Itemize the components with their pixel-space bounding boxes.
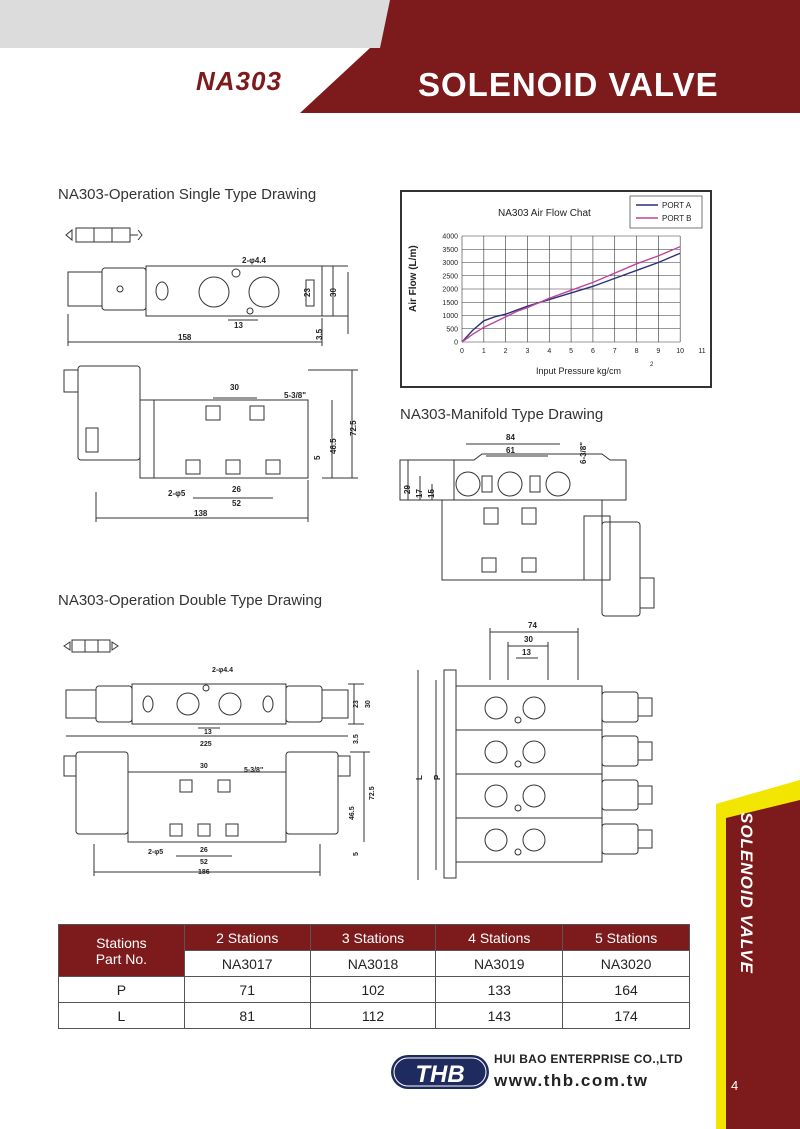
thb-logo [390, 1052, 490, 1092]
double-dim-30b: 30 [200, 763, 208, 770]
manifold-dim-30: 30 [524, 635, 533, 644]
double-dim-5: 5 [353, 852, 360, 856]
chart-y-tick-label: 4000 [442, 233, 458, 241]
chart-y-tick-label: 1500 [442, 299, 458, 307]
side-tab-label: SOLENOID VALVE [737, 812, 756, 974]
chart-y-tick-label: 3500 [442, 246, 458, 254]
table-row-label: L [59, 1003, 185, 1029]
double-dim-186: 186 [198, 869, 210, 876]
single-dim-hole: 2-φ4.4 [242, 256, 266, 265]
double-dim-225: 225 [200, 741, 212, 748]
double-dim-port: 5-3/8" [244, 767, 264, 774]
table-cell: 143 [436, 1003, 563, 1029]
air-flow-chart [400, 190, 712, 388]
double-dim-3-5: 3.5 [353, 734, 360, 744]
double-dim-13: 13 [204, 729, 212, 736]
table-cell: 133 [436, 977, 563, 1003]
table-station: 5 Stations [563, 925, 690, 951]
single-drawing-title: NA303-Operation Single Type Drawing [58, 186, 317, 203]
double-front-view [64, 752, 370, 876]
table-station: 4 Stations [436, 925, 563, 951]
manifold-end-view-labels [398, 428, 680, 528]
chart-y-tick-label: 0 [454, 339, 458, 347]
double-dim-72-5: 72.5 [369, 786, 376, 800]
chart-y-tick-label: 500 [446, 326, 458, 334]
table-station: 3 Stations [310, 925, 436, 951]
table-part-no: NA3019 [436, 951, 563, 977]
single-dim-30b: 30 [230, 383, 239, 392]
table-part-no: NA3017 [184, 951, 310, 977]
manifold-station-view [408, 620, 684, 886]
table-header-label: Stations Part No. [59, 925, 185, 977]
chart-x-tick-label: 1 [481, 348, 486, 355]
table-cell: 174 [563, 1003, 690, 1029]
table-cell: 112 [310, 1003, 436, 1029]
single-dim-72-5: 72.5 [349, 420, 358, 436]
manifold-dim-17: 17 [415, 489, 424, 498]
table-part-no: NA3020 [563, 951, 690, 977]
table-cell: 102 [310, 977, 436, 1003]
single-dim-3-5: 3.5 [315, 328, 324, 340]
single-dim-hole2: 2-φ5 [168, 489, 186, 498]
single-top-view [68, 266, 348, 346]
manifold-dim-L: L [415, 775, 424, 780]
air-flow-chart-svg [402, 192, 710, 386]
double-dim-30: 30 [365, 700, 372, 708]
chart-x-tick-label: 5 [569, 348, 574, 355]
double-top-view [66, 684, 364, 736]
single-front-view [64, 366, 358, 522]
single-dim-5: 5 [313, 455, 322, 460]
page-number: 4 [731, 1078, 739, 1093]
table-part-no: NA3018 [310, 951, 436, 977]
chart-x-tick-label: 4 [547, 348, 552, 355]
manifold-drawing-title: NA303-Manifold Type Drawing [400, 406, 604, 423]
manifold-stations [456, 686, 602, 862]
manifold-dim-74: 74 [528, 621, 537, 630]
product-code: NA303 [196, 66, 282, 96]
logo-text: THB [415, 1061, 465, 1088]
single-dim-23: 23 [303, 288, 312, 297]
single-dim-26: 26 [232, 485, 241, 494]
double-drawing-title: NA303-Operation Double Type Drawing [58, 592, 323, 609]
table-row [59, 977, 690, 1003]
double-dim-46-5: 46.5 [349, 806, 356, 820]
chart-x-tick-label: 3 [525, 348, 530, 355]
chart-x-tick-label: 2 [503, 348, 508, 355]
double-type-drawing [58, 634, 378, 880]
manifold-dim-13: 13 [522, 648, 531, 657]
chart-x-tick-label: 9 [656, 348, 661, 355]
chart-x-tick-label: 10 [676, 348, 685, 355]
manifold-dim-P: P [433, 774, 442, 780]
chart-x-tick-label: 7 [612, 348, 617, 355]
chart-x-tick-label: 8 [634, 348, 639, 355]
pneumatic-symbol [66, 228, 142, 242]
single-type-drawing [58, 222, 378, 522]
legend-port-b: PORT B [662, 214, 692, 223]
chart-y-tick-label: 2500 [442, 273, 458, 281]
double-dim-52: 52 [200, 859, 208, 866]
double-dim-hole2: 2-φ5 [148, 849, 164, 856]
double-dim-hole: 2-φ4.4 [212, 667, 233, 674]
chart-ylabel: Air Flow (L/m) [408, 245, 419, 312]
single-dim-port: 5-3/8" [284, 391, 307, 400]
table-station: 2 Stations [184, 925, 310, 951]
single-dim-158: 158 [178, 333, 192, 342]
single-dim-52: 52 [232, 499, 241, 508]
chart-y-tick-label: 3000 [442, 260, 458, 267]
double-pneumatic-symbol [64, 640, 118, 652]
single-dim-13: 13 [234, 321, 243, 330]
spec-table [58, 924, 690, 1029]
page-title: SOLENOID VALVE [418, 66, 719, 103]
chart-title: NA303 Air Flow Chat [498, 208, 591, 219]
chart-x-tick-label: 6 [590, 348, 595, 355]
chart-x-tick-label: 0 [460, 348, 464, 355]
chart-y-tick-label: 1000 [442, 313, 458, 320]
double-dim-26: 26 [200, 847, 208, 854]
table-cell: 81 [184, 1003, 310, 1029]
table-cell: 71 [184, 977, 310, 1003]
manifold-dim-84: 84 [506, 433, 515, 442]
chart-y-tick-label: 2000 [442, 286, 458, 294]
manifold-dim-port: 6-3/8" [579, 441, 588, 464]
table-cell: 164 [563, 977, 690, 1003]
legend-port-a: PORT A [662, 201, 692, 210]
chart-xlabel-sup: 2 [650, 362, 654, 368]
single-dim-46-5: 46.5 [329, 438, 338, 454]
double-dim-23: 23 [353, 700, 360, 708]
website-link[interactable]: www.thb.com.tw [494, 1071, 649, 1090]
chart-legend [630, 196, 702, 228]
single-dim-138: 138 [194, 509, 208, 518]
single-dim-30: 30 [329, 288, 338, 297]
chart-xlabel: Input Pressure kg/cm [536, 366, 622, 376]
manifold-dim-15: 15 [427, 489, 436, 498]
company-name: HUI BAO ENTERPRISE CO.,LTD [494, 1052, 683, 1066]
manifold-dim-61: 61 [506, 446, 515, 455]
manifold-dim-29: 29 [403, 485, 412, 494]
table-row-label: P [59, 977, 185, 1003]
chart-x-tick-label: 11 [698, 348, 706, 355]
table-row [59, 1003, 690, 1029]
